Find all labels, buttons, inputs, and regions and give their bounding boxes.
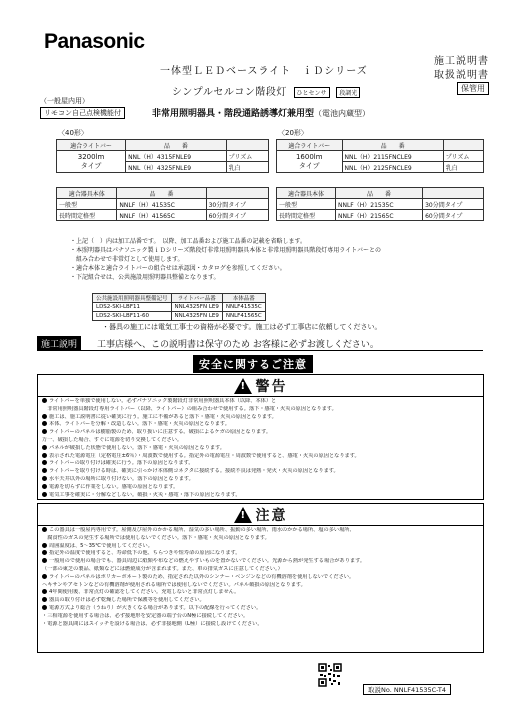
table-row [93, 303, 266, 312]
table-row [57, 199, 269, 210]
bullet-icon [42, 468, 47, 473]
list-item: 電源を切らずに作業をしない。感電の原因となります。 [42, 484, 479, 492]
subtitle-paren: （電池内蔵型） [314, 109, 371, 118]
type20-lightbar-table [276, 139, 484, 173]
lumen-type: タイプ [298, 161, 320, 170]
remocon-label: リモコン自己点検機能付 [40, 107, 125, 119]
duration: 60分間タイプ [206, 210, 268, 221]
product-number: NNL（H）2125FNCLE9 [342, 162, 443, 173]
body-number: NNLF（H）21565C [335, 210, 422, 221]
list-item: 非常用照明器具階段灯専用ライトバー（以降、ライトバー）の組み合わせで使用する。落下・感電・火災の原因となります。 [42, 405, 337, 412]
bullet-icon [42, 574, 47, 579]
bullet-icon [42, 492, 47, 497]
body-type: 一般型 [277, 199, 336, 210]
body-number: NNLF（H）41565C [117, 210, 206, 221]
note-line: ・下記組合せは、公共施設用照明器具整備となります。 [70, 274, 220, 281]
list-item: 電源方式より総合（うねり）が大きくなる場合があります。以下の配線を行ってください。 [42, 605, 479, 613]
list-item: 周囲温度は、5～35℃で使用してください。 [42, 543, 479, 551]
product-line [172, 83, 360, 98]
body-number: NNLF（H）41535C [117, 199, 206, 210]
bullet-icon [42, 460, 47, 465]
bullet-icon [42, 445, 47, 450]
product-line-text: シンプルセルコン階段灯 [172, 87, 287, 98]
table-header: 品 番 [117, 188, 206, 199]
caution-items [38, 526, 483, 629]
table-row [277, 199, 484, 210]
list-item: 器具の取り付けは必ず乾燥した場所で保護等を使用してください。 [42, 597, 479, 605]
list-item: 表示された電源電圧（定格電圧±6％）・周波数で使用する。指定外の電源電圧・周波数で使用すると、感電・火災の原因となります。 [42, 453, 479, 461]
type20-body-table [276, 187, 484, 221]
body-type: 長時間定格型 [57, 210, 117, 221]
construction-manual-title: 施工説明書 [434, 56, 489, 67]
lumen-cell [57, 151, 126, 173]
lumen-cell [277, 151, 343, 173]
table-header: 本体品番 [222, 294, 265, 303]
note-line: ・本照明器具はパナソニック製ｉＤシリーズ階段灯非常用照明器具本体と非常用照明器具階段灯専用ライトバーとの [70, 247, 381, 254]
caution-box [37, 503, 484, 653]
warning-icon: ! [234, 378, 252, 394]
list-item: ライトバーを単独で使用しない。必ずパナソニック製階段灯非常用照明器具本体（以降、本体）と [42, 398, 479, 406]
type20-label: 〈20形〉 [278, 129, 308, 137]
duration: 30分間タイプ [423, 199, 484, 210]
public-facility-table [92, 293, 266, 321]
bullet-icon [42, 398, 47, 403]
series-title: 一体型ＬＥＤベースライト ｉＤシリーズ [160, 66, 368, 77]
note-line: ・上記（ ）内は加工品番です。 以降、加工品番および施工品番の記載を省略します。 [70, 238, 307, 245]
list-item: ・三相電源を使用する場合は、必ず接地形を安定器の端子台のN極に接続してください。 [42, 612, 249, 619]
general-use-label: （一般屋内用） [40, 97, 89, 105]
caution-icon: ! [234, 507, 252, 523]
bullet-icon [42, 484, 47, 489]
bullet-icon [42, 543, 47, 548]
safety-title: 安全に関するご注意 [193, 355, 313, 373]
body-number: NNLF（H）21535C [335, 199, 422, 210]
notes-list [70, 237, 490, 282]
table-header: 適合ライトバー [277, 140, 343, 151]
list-item: ・電源と器具間にはスイッチを設ける場合は、必ず非接地側（L極）に接続し設けてください。 [42, 620, 263, 627]
note-line: 組み合わせで非常灯として使用します。 [70, 256, 184, 263]
table-header: ライトバー品番 [171, 294, 222, 303]
lightbar-number: NNL4325FN LE9 [171, 303, 222, 312]
table-header [206, 188, 268, 199]
table-row [277, 210, 484, 221]
table-header: 適合器具本体 [277, 188, 336, 199]
bullet-icon [42, 421, 47, 426]
duration: 60分間タイプ [423, 210, 484, 221]
body-type: 長時間定格型 [277, 210, 336, 221]
panasonic-logo: Panasonic [44, 30, 145, 53]
list-item: この器具は一般屋内専用です。屋側及び屋外のかかる場所、湿気の多い場所、振動の多い場所、雨水のかかる場所、塩の多い場所、 [42, 527, 479, 535]
duration: 30分間タイプ [206, 199, 268, 210]
document-number: 取説No. NNLF41535C-T4 [363, 684, 451, 695]
body-number: NNLF41535C [222, 303, 265, 312]
caution-header [38, 504, 483, 526]
list-item: 水平天井以外の場所に取り付けない。落下の原因となります。 [42, 476, 479, 484]
list-item: 本体、ライトバーを分解・改造しない。落下・感電・火災の原因となります。 [42, 421, 479, 429]
lightbar-number: NNL4325FN LE9 [171, 312, 222, 321]
table-header: 公共施設用照明器具整備記号 [93, 294, 172, 303]
instruction-text: 工事店様へ、この説明書は保守のため お客様に必ずお渡しください。 [97, 340, 379, 350]
bullet-icon [42, 429, 47, 434]
electrician-note: ・器具の施工には電気工事士の資格が必要です。施工は必ず工事店に依頼してください。 [102, 323, 382, 331]
facility-code: LDS2-SKI-LBF11 [93, 303, 172, 312]
table-row [93, 312, 266, 321]
bullet-icon [42, 453, 47, 458]
warning-header [38, 375, 483, 397]
bullet-icon [42, 589, 47, 594]
cover-type: プリズム [226, 151, 268, 162]
product-number: NNL（H）2115FNCLE9 [342, 151, 443, 162]
note-line: ・適合本体と適合ライトバーの組合せは承認図・カタログを参照してください。 [70, 265, 286, 272]
lumen-value: 1600lm [295, 152, 323, 161]
bullet-icon [42, 558, 47, 563]
qr-code-icon [318, 663, 342, 687]
table-header: 品 番 [335, 188, 422, 199]
bullet-icon [42, 597, 47, 602]
table-header: 品 番 [126, 140, 227, 151]
warning-box [37, 374, 484, 500]
list-item: 電気工事を確実に・分解などしない。破損・火災・感電・落下の原因となります。 [42, 492, 479, 500]
list-item: ライトバーを取り付ける時は、確実に引っかけ本体側コネクタに接続する。接続不良は発熱・発火・火災の原因となります。 [42, 468, 479, 476]
product-number: NNL（H）4325FNLE9 [126, 162, 227, 173]
list-item: 腐食性のガスの発生する場所では使用しないでください。落下・感電・火災の原因となります。 [42, 534, 270, 541]
cover-type: 乳白 [443, 162, 483, 173]
divider [37, 350, 483, 351]
list-item: 一般用ので使用の場合でも、器具周辺に紙類や布などの燃えやすいものを置かないでください。光源から熱が発生する場合があります。 [42, 558, 479, 566]
instruction-label: 施工説明 [37, 336, 81, 351]
list-item: 万一、破損した場合、すぐに電源を切り交換してください。 [42, 436, 183, 443]
bullet-icon [42, 605, 47, 610]
lumen-type: タイプ [80, 161, 102, 170]
sensor-tag: ひとセンサ [294, 87, 330, 98]
keep-label: 保管用 [457, 82, 489, 95]
cover-type: 乳白 [226, 162, 268, 173]
table-header [443, 140, 483, 151]
bullet-icon [42, 527, 47, 532]
type40-label: 〈40形〉 [58, 129, 88, 137]
list-item: パネルが破損した状態で使用しない。落下・感電・火災の原因となります。 [42, 445, 479, 453]
cover-type: プリズム [443, 151, 483, 162]
facility-code: LDS2-SKI-LBF11-60 [93, 312, 172, 321]
list-item: 指定外の温度で使用すると、寿命低下の他、ちらつきや短寿命の原因になります。 [42, 550, 479, 558]
table-header: 適合ライトバー [57, 140, 126, 151]
table-header [423, 188, 484, 199]
bullet-icon [42, 476, 47, 481]
list-item: ライトバーのパネルは樹脂製のため、取り扱いに注意する。破損によるケガの原因となります。 [42, 429, 479, 437]
table-row [57, 210, 269, 221]
body-type: 一般型 [57, 199, 117, 210]
list-item: 施工は、施工説明書に従い確実に行う。施工に不備があると落下・感電・火災の原因となります。 [42, 414, 479, 422]
list-item: 4年間使用後、非常点灯の確認をしてください。充電しないと非常点灯しません。 [42, 589, 479, 597]
table-header: 適合器具本体 [57, 188, 117, 199]
product-subtitle [152, 106, 370, 119]
product-number: NNL（H）4315FNLE9 [126, 151, 227, 162]
list-item: ライトバーの取り付けは確実に行う。落下の原因となります。 [42, 460, 479, 468]
bullet-icon [42, 550, 47, 555]
instruction-manual-title: 取扱説明書 [434, 70, 489, 81]
type40-body-table [56, 187, 269, 221]
dimming-tag: 段調光 [336, 87, 360, 98]
table-header: 品 番 [342, 140, 443, 151]
warning-items [38, 397, 483, 500]
bullet-icon [42, 414, 47, 419]
body-number: NNLF41565C [222, 312, 265, 321]
table-header [226, 140, 268, 151]
subtitle-main: 非常用照明器具・階段通路誘導灯兼用型 [152, 109, 315, 119]
caution-title: 注意 [255, 507, 288, 524]
warning-title: 警告 [255, 378, 288, 395]
list-item: （一部の東芝の製品、紙類などには燃焼成分が含まれます。また、車の排気ガスに注意してください。） [42, 565, 283, 572]
list-item: ライトバーのパネルはポリカーボネート製のため、指定された以外のシンナー・ベンジンなどの有機溶剤を使用しないでください。 [42, 574, 479, 582]
type40-lightbar-table [56, 139, 269, 173]
lumen-value: 3200lm [77, 152, 105, 161]
list-item: ヘキサンやアセトンなどの有機溶剤が使用される場所では使用しないでください。パネル破損の原因となります。 [42, 581, 306, 588]
